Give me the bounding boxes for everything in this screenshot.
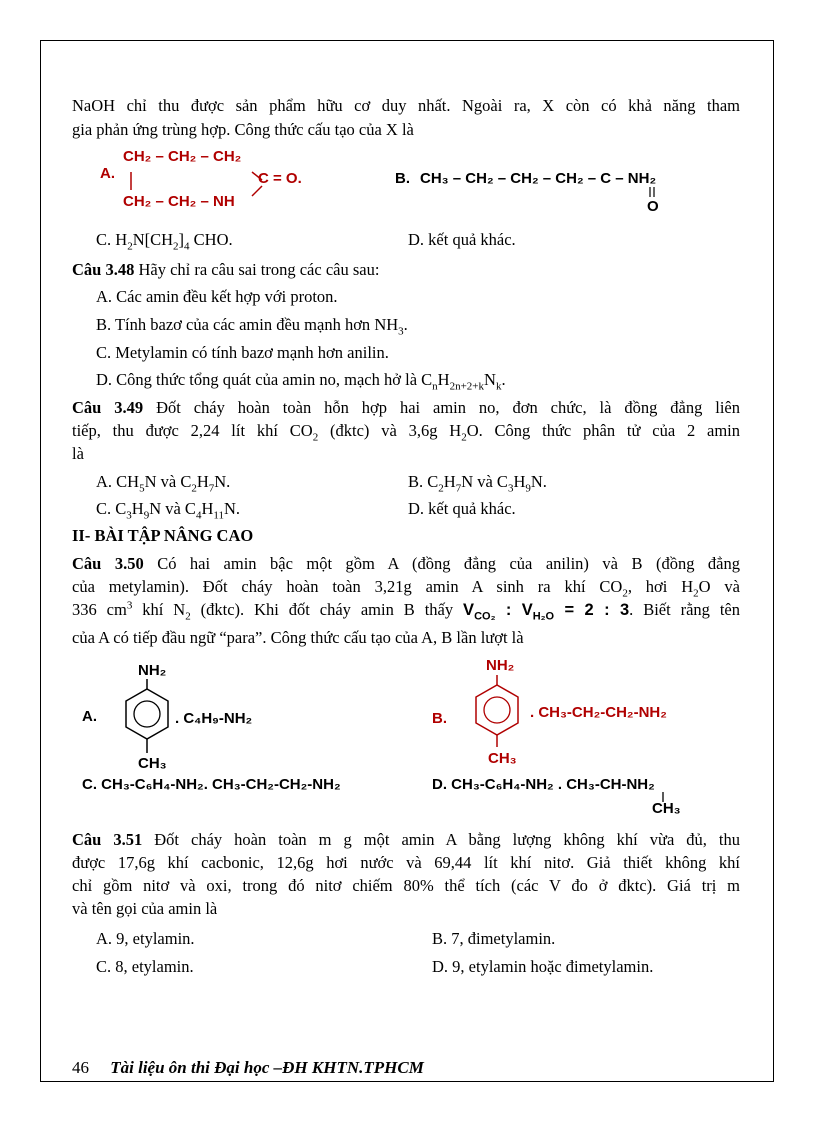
q348-label: Câu 3.48 [72, 260, 135, 279]
q349-line-2a: tiếp, thu được 2,24 lít khí [72, 421, 278, 440]
q350-ratio: = 2 : 3 [564, 601, 630, 619]
q351-line-4: và tên gọi của amin là [72, 899, 218, 918]
q349-line-1-text: Đốt cháy hoàn toàn hỗn hợp hai amin no, đơn chức, là đồng đẳng liên [156, 398, 740, 417]
footer-title: Tài liệu ôn thi Đại học –ĐH KHTN.TPHCM [110, 1058, 424, 1077]
q350-a-label: A. [82, 708, 97, 725]
q350-line-2: của metylamin). Đốt cháy hoàn toàn 3,21g amin A sinh ra khí $CO_2$, hơi $H_2O$ và [72, 577, 740, 600]
q351-option-b: B. 7, đimetylamin. [432, 929, 556, 948]
q348-option-d-text: D. Công thức tổng quát của amin no, mạch hở là [96, 370, 418, 389]
q350-a-nh2: NH₂ [138, 662, 167, 679]
q351-option-d: D. 9, etylamin hoặc đimetylamin. [432, 957, 654, 976]
q350-label: Câu 3.50 [72, 554, 144, 573]
q349-option-b: B. $C_2H_7N$ và $C_3H_9N$. [408, 472, 547, 495]
q349-line-2b: (đktc) và 3,6g [330, 421, 438, 440]
q349-line-1 [72, 398, 740, 418]
option-b-formula: CH₃ – CH₂ – CH₂ – CH₂ – C – NH₂ [420, 170, 657, 187]
q350-line-4: của A có tiếp đầu ngữ “para”. Công thức cấu tạo của A, B lần lượt là [72, 628, 524, 647]
option-b-label: B. [395, 170, 410, 187]
footer [72, 1058, 424, 1078]
q351-line-3: chỉ gồm nitơ và oxi, trong đó nitơ chiếm 80% thể tích (các V đo ở đktc). Giá trị m [72, 876, 740, 895]
q348-option-b: B. Tính bazơ của các amin đều mạnh hơn $NH_3$. [96, 315, 408, 338]
option-a-row1: CH₂ – CH₂ – CH₂ [123, 148, 242, 165]
q351-line-2: được 17,6g khí cacbonic, 12,6g hơi nước và 69,44 lít khí nitơ. Giả thiết không khí [72, 853, 740, 872]
q349-label: Câu 3.49 [72, 398, 144, 417]
q349-option-c: C. $C_3H_9N$ và $C_4H_{11}N$. [96, 499, 240, 522]
q350-a-benzene-ring [122, 687, 172, 747]
option-a-label: A. [100, 165, 115, 182]
q350-line-2a: của metylamin). Đốt cháy hoàn toàn 3,21g amin A sinh ra khí [72, 577, 586, 596]
q348-option-a: A. Các amin đều kết hợp với proton. [96, 287, 338, 306]
q348-option-b-text: B. Tính bazơ của các amin đều mạnh hơn [96, 315, 371, 334]
q349-option-d: D. kết quả khác. [408, 499, 516, 518]
q348-option-d: D. Công thức tổng quát của amin no, mạch hở là $C_nH_{2n+2+k}N_k$. [96, 370, 506, 393]
intro-line-1: NaOH chỉ thu được sản phẩm hữu cơ duy nhất. Ngoài ra, X còn có khả năng tham [72, 96, 740, 115]
q350-b-right: . CH₃-CH₂-CH₂-NH₂ [530, 704, 667, 721]
q349-line-2: tiếp, thu được 2,24 lít khí $CO_2$ (đktc) và 3,6g $H_2O$. Công thức phân tử của 2 amin [72, 421, 741, 444]
page-number: 46 [72, 1058, 89, 1077]
q350-b-label: B. [432, 710, 447, 727]
q350-d-line: D. CH₃-C₆H₄-NH₂ . CH₃-CH-NH₂ [432, 776, 655, 793]
q350-b-benzene-ring [472, 683, 522, 743]
option-a-ring-bonds [120, 160, 280, 210]
q350-line-3c: (đktc). Khi đốt cháy amin B thấy [200, 600, 454, 619]
option-c: C. $H_2N[CH_2]_4$ CHO. [96, 230, 233, 253]
q348-text: Hãy chỉ ra câu sai trong các câu sau: [138, 260, 380, 279]
q350-a-ch3: CH₃ [138, 755, 167, 772]
q349-option-a: A. $CH_5N$ và $C_2H_7N$. [96, 472, 231, 495]
q351-option-c: C. 8, etylamin. [96, 957, 194, 976]
section-heading: II- BÀI TẬP NÂNG CAO [72, 526, 254, 545]
q351-line-1-text: Đốt cháy hoàn toàn m g một amin A bằng lượng không khí vừa đủ, thu [154, 830, 741, 849]
q350-b-ch3: CH₃ [488, 750, 517, 767]
q350-line-1 [72, 554, 740, 574]
q348-option-c: C. Metylamin có tính bazơ mạnh hơn anilin. [96, 343, 389, 362]
q351-line-1 [72, 830, 740, 850]
q349-line-3: là [72, 444, 84, 463]
q350-line-2b: , hơi [627, 577, 668, 596]
q350-d-ch3: CH₃ [652, 800, 681, 817]
option-c-label: C. [96, 230, 112, 249]
q350-line-3d: . Biết rằng tên [629, 600, 741, 619]
q349-line-2c: O. Công thức phân tử của 2 amin [466, 421, 741, 440]
intro-line-2: gia phản ứng trùng hợp. Công thức cấu tạo của X là [72, 120, 414, 139]
q350-line-3b: khí [142, 600, 164, 619]
q348-stem [72, 260, 379, 280]
q350-line-3: 336 $cm^3$ khí $N_2$ (đktc). Khi đốt cháy amin B thấy $V_{CO_2}$ : $V_{H_2O} = 2$ : 3. Biết rằng tên [72, 599, 741, 623]
q350-line-2c: O và [698, 577, 740, 596]
q350-a-right: . C₄H₉-NH₂ [175, 710, 253, 727]
q350-b-nh2: NH₂ [486, 657, 515, 674]
option-a-row3: CH₂ – CH₂ – NH [123, 193, 235, 210]
option-d: D. kết quả khác. [408, 230, 516, 249]
q351-option-a: A. 9, etylamin. [96, 929, 195, 948]
q350-line-3a: 336 cm [72, 600, 127, 619]
q350-line-1-text: Có hai amin bậc một gồm A (đồng đẳng của anilin) và B (đồng đẳng [157, 554, 740, 573]
q350-c-line: C. CH₃-C₆H₄-NH₂. CH₃-CH₂-CH₂-NH₂ [82, 776, 341, 793]
q351-label: Câu 3.51 [72, 830, 143, 849]
option-b-oxygen: O [647, 198, 659, 215]
option-a-carbonyl: C = O. [258, 170, 302, 187]
